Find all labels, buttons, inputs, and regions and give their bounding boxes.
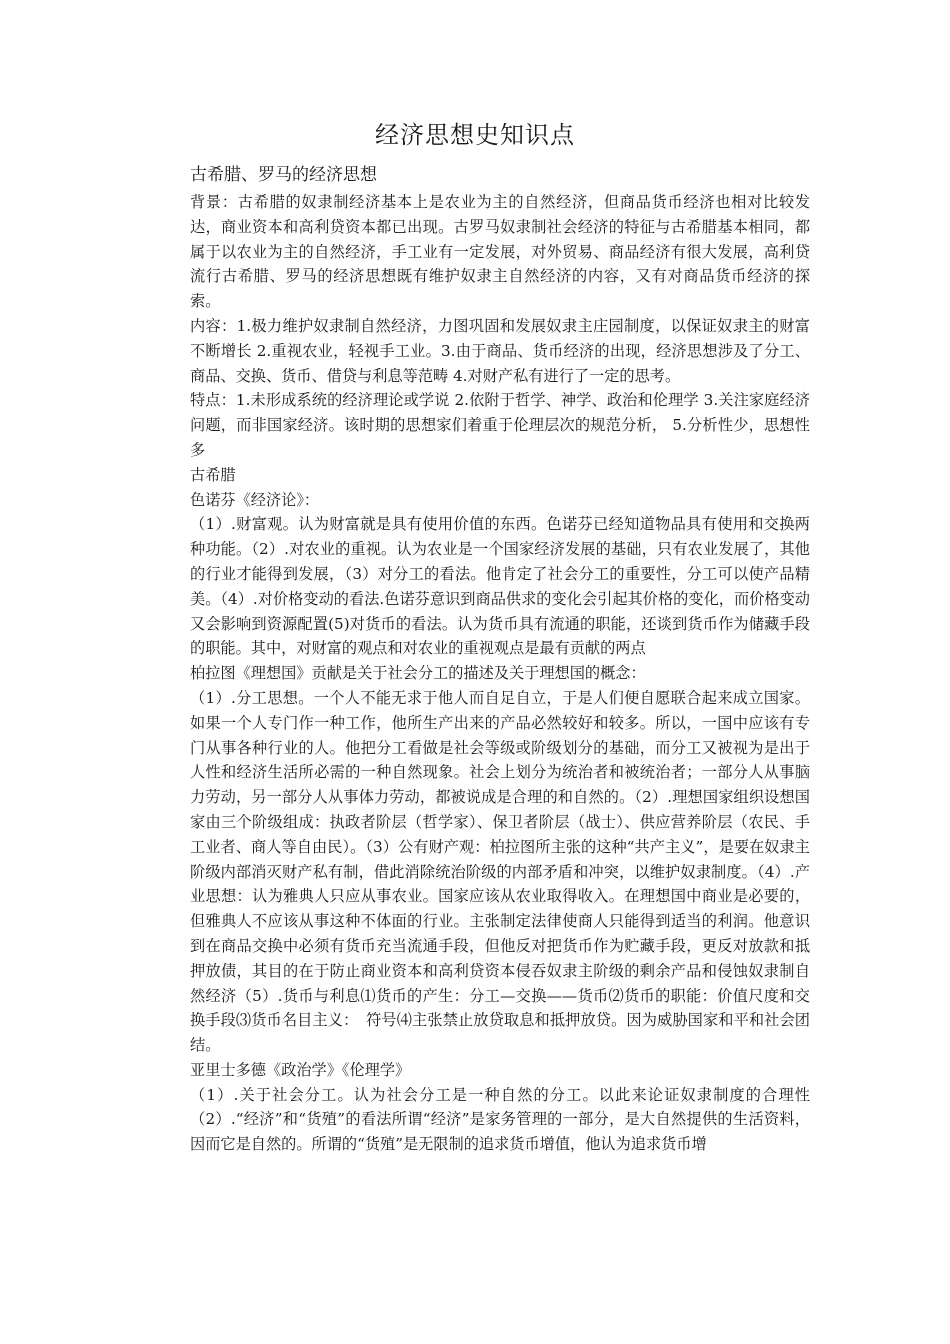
paragraph-features: 特点：1.未形成系统的经济理论或学说 2.依附于哲学、神学、政治和伦理学 3.关注家庭经济问题，而非国家经济。该时期的思想家们着重于伦理层次的规范分析， 5.分析性少，思想性多 xyxy=(190,391,810,459)
subheading-aristotle: 亚里士多德《政治学》《伦理学》 xyxy=(190,1060,411,1079)
paragraph-aristotle: （1）.关于社会分工。认为社会分工是一种自然的分工。以此来论证奴隶制度的合理性（2）.“经济”和“货殖”的看法所谓“经济”是家务管理的一部分，是大自然提供的生活资料，因而它是自然的。所谓的“货殖”是无限制的追求货币增值，他认为追求货币增 xyxy=(190,1085,810,1154)
section-heading: 古希腊、罗马的经济思想 xyxy=(190,165,377,185)
document-title: 经济思想史知识点 xyxy=(375,121,575,149)
paragraph-xenophon: （1）.财富观。认为财富就是具有使用价值的东西。色诺芬已经知道物品具有使用和交换两种功能。（2）.对农业的重视。认为农业是一个国家经济发展的基础，只有农业发展了，其他的行业才能得到发展，（3）对分工的看法。他肯定了社会分工的重要性，分工可以使产品精美。（4）.对价格变动的看法.色诺芬意识到商品供求的变化会引起其价格的变化，而价格变动又会影响到资源配置(5)对货币的看法。认为货币具有流通的职能，还谈到货币作为储藏手段的职能。其中，对财富的观点和对农业的重视观点是最有贡献的两点 xyxy=(190,515,810,658)
subheading-plato: 柏拉图《理想国》贡献是关于社会分工的描述及关于理想国的概念： xyxy=(190,664,646,683)
paragraph-plato: （1）.分工思想。一个人不能无求于他人而自足自立，于是人们便自愿联合起来成立国家。如果一个人专门作一种工作，他所生产出来的产品必然较好和较多。所以，一国中应该有专门从事各种行业的人。他把分工看做是社会等级或阶级划分的基础，而分工又被视为是出于人性和经济生活所必需的一种自然现象。社会上划分为统治者和被统治者；一部分人从事脑力劳动，另一部分人从事体力劳动，都被说成是合理的和自然的。（2）.理想国家组织设想国家由三个阶级组成：执政者阶层（哲学家）、保卫者阶层（战士）、供应营养阶层（农民、手工业者、商人等自由民）。（3）公有财产观：柏拉图所主张的这种“共产主义”，是要在奴隶主阶级内部消灭财产私有制，借此消除统治阶级的内部矛盾和冲突，以维护奴隶制度。（4）.产业思想：认为雅典人只应从事农业。国家应该从农业取得收入。在理想国中商业是必要的，但雅典人不应该从事这种不体面的行业。主张制定法律使商人只能得到适当的利润。他意识到在商品交换中必须有货币充当流通手段，但他反对把货币作为贮藏手段，更反对放款和抵押放债，其目的在于防止商业资本和高利贷资本侵吞奴隶主阶级的剩余产品和侵蚀奴隶制自然经济（5）.货币与利息⑴货币的产生：分工—交换——货币⑵货币的职能：价值尺度和交换手段⑶货币名目主义： 符号⑷主张禁止放贷取息和抵押放贷。因为威胁国家和平和社会团结。 xyxy=(190,688,810,1055)
document-body xyxy=(190,160,810,1157)
subheading-xenophon: 色诺芬《经济论》： xyxy=(190,490,320,509)
paragraph-content: 内容：1.极力维护奴隶制自然经济，力图巩固和发展奴隶主庄园制度，以保证奴隶主的财富不断增长 2.重视农业，轻视手工业。3.由于商品、货币经济的出现，经济思想涉及了分工、商品、交换、货币、借贷与利息等范畴 4.对财产私有进行了一定的思考。 xyxy=(190,316,810,385)
subheading-ancient-greece: 古希腊 xyxy=(190,465,236,484)
paragraph-background: 背景：古希腊的奴隶制经济基本上是农业为主的自然经济，但商品货币经济也相对比较发达，商业资本和高利贷资本都已出现。古罗马奴隶制社会经济的特征与古希腊基本相同，都属于以农业为主的自然经济，手工业有一定发展，对外贸易、商品经济有很大发展，高利贷流行古希腊、罗马的经济思想既有维护奴隶主自然经济的内容，又有对商品货币经济的探索。 xyxy=(190,193,810,311)
